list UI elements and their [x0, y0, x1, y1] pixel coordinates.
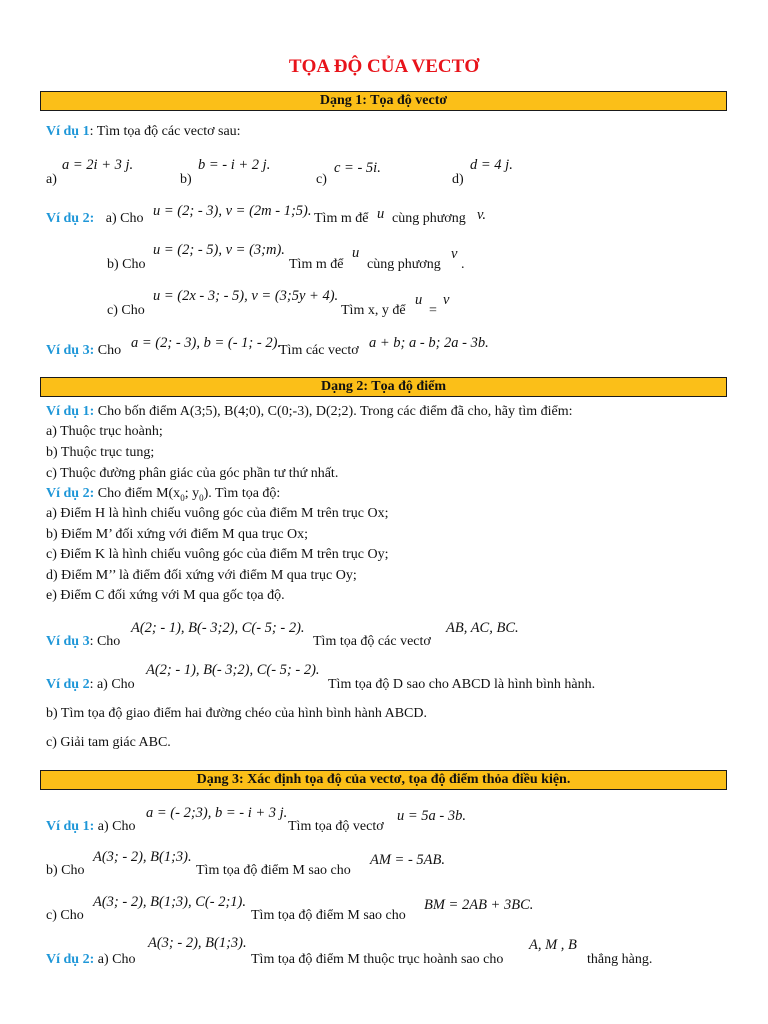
example-label: Ví dụ 3 — [46, 634, 90, 649]
page-title: TỌA ĐỘ CỦA VECTƠ — [288, 56, 480, 77]
section-header-dang-2: Dạng 2: Tọa độ điểm — [40, 377, 727, 397]
formula: A(3; - 2), B(1;3). — [93, 849, 192, 865]
text: Cho — [97, 343, 122, 358]
list-item: a) Điểm H là hình chiếu vuông góc của điểm M trên trục Ox; — [46, 506, 389, 521]
item-letter: b) — [180, 172, 192, 187]
example-text: : Tìm tọa độ các vectơ sau: — [89, 124, 241, 139]
section-header-dang-1: Dạng 1: Tọa độ vectơ — [40, 91, 727, 111]
text: Tìm m để — [314, 211, 369, 226]
formula: a = 2i + 3 j. — [62, 157, 134, 173]
formula: u — [415, 292, 423, 308]
vd2-line — [46, 952, 135, 968]
formula: v. — [477, 207, 486, 223]
formula: u = (2x - 3; - 5), v = (3;5y + 4). — [153, 288, 339, 304]
text: Cho bốn điểm A(3;5), B(4;0), C(0;-3), D(2;2). Trong các điểm đã cho, hãy tìm điểm: — [94, 404, 573, 419]
text: Tìm tọa độ vectơ — [288, 819, 384, 834]
text: ; y — [184, 486, 200, 501]
item-letter: d) — [452, 172, 464, 187]
formula: a + b; a - b; 2a - 3b. — [369, 335, 489, 351]
formula: A(3; - 2), B(1;3). — [148, 935, 247, 951]
formula: AM = - 5AB. — [370, 852, 446, 868]
formula: u — [352, 245, 360, 261]
subscript: 0 — [180, 492, 185, 503]
text: b) Cho — [107, 257, 146, 272]
text: thẳng hàng. — [587, 952, 653, 967]
formula: AB, AC, BC. — [446, 620, 519, 636]
formula: A(3; - 2), B(1;3), C(- 2;1). — [93, 894, 247, 910]
formula: u — [377, 206, 385, 222]
formula: u = (2; - 3), v = (2m - 1;5). — [153, 203, 312, 219]
example-label: Ví dụ 1: — [46, 819, 95, 834]
text: a) Cho — [97, 819, 136, 834]
example-label: Ví dụ 3: — [46, 343, 95, 358]
text: Tìm tọa độ điểm M thuộc trục hoành sao cho — [251, 952, 504, 967]
vd2-line — [46, 486, 280, 503]
text: a) Cho — [97, 952, 136, 967]
formula: BM = 2AB + 3BC. — [424, 897, 534, 913]
text: : a) Cho — [89, 677, 135, 692]
example-label: Ví dụ 2: — [46, 486, 95, 501]
text: Tìm tọa độ D sao cho ABCD là hình bình hành. — [328, 677, 596, 692]
text: Tìm tọa độ các vectơ — [313, 634, 431, 649]
text: . — [461, 257, 465, 272]
formula: A(2; - 1), B(- 3;2), C(- 5; - 2). — [131, 620, 305, 636]
list-item: a) Thuộc trục hoành; — [46, 424, 163, 439]
item-letter: c) — [316, 172, 327, 187]
text: Tìm tọa độ điểm M sao cho — [251, 908, 406, 923]
text: ). Tìm tọa độ: — [203, 486, 281, 501]
text: Cho điểm M(x — [94, 486, 181, 501]
list-item: d) Điểm M’’ là điểm đối xứng với điểm M qua trục Oy; — [46, 568, 357, 583]
text: : Cho — [89, 634, 121, 649]
vd1-line — [46, 124, 241, 140]
example-label: Ví dụ 1 — [46, 124, 90, 139]
formula: a = (- 2;3), b = - i + 3 j. — [146, 805, 288, 821]
list-item: e) Điểm C đối xứng với M qua gốc tọa độ. — [46, 588, 285, 603]
text: Tìm các vectơ — [279, 343, 359, 358]
formula: d = 4 j. — [470, 157, 513, 173]
formula: A(2; - 1), B(- 3;2), C(- 5; - 2). — [146, 662, 320, 678]
formula: v — [451, 246, 458, 262]
list-item: b) Điểm M’ đối xứng với điểm M qua trục Ox; — [46, 527, 309, 542]
formula: c = - 5i. — [334, 160, 381, 176]
formula: b = - i + 2 j. — [198, 157, 271, 173]
example-label: Ví dụ 2 — [46, 677, 90, 692]
item-letter: a) — [46, 172, 57, 187]
text: c) Cho — [46, 908, 84, 923]
text: c) Cho — [107, 303, 145, 318]
text: Tìm x, y để — [341, 303, 406, 318]
formula: u = 5a - 3b. — [397, 808, 466, 824]
list-item: c) Điểm K là hình chiếu vuông góc của điểm M trên trục Oy; — [46, 547, 389, 562]
text: = — [429, 303, 437, 318]
formula: u = (2; - 5), v = (3;m). — [153, 242, 285, 258]
vd2-line-a — [46, 211, 143, 227]
section-header-dang-3: Dạng 3: Xác định tọa độ của vectơ, tọa độ điểm thỏa điều kiện. — [40, 770, 727, 790]
text: a) Cho — [105, 211, 144, 226]
subscript: 0 — [199, 492, 204, 503]
vd1-line — [46, 404, 573, 420]
text: b) Cho — [46, 863, 85, 878]
vd1-line — [46, 819, 135, 835]
formula: v — [443, 292, 450, 308]
example-label: Ví dụ 2: — [46, 211, 95, 226]
list-item: b) Thuộc trục tung; — [46, 445, 155, 460]
vd3-line — [46, 634, 120, 650]
list-item: b) Tìm tọa độ giao điểm hai đường chéo của hình bình hành ABCD. — [46, 706, 428, 721]
text: Tìm tọa độ điểm M sao cho — [196, 863, 351, 878]
vd4-line — [46, 677, 135, 693]
text: cùng phương — [367, 257, 441, 272]
list-item: c) Giải tam giác ABC. — [46, 735, 171, 750]
formula: A, M , B — [529, 937, 577, 953]
example-label: Ví dụ 2: — [46, 952, 95, 967]
formula: a = (2; - 3), b = (- 1; - 2). — [131, 335, 282, 351]
text: Tìm m để — [289, 257, 344, 272]
vd3-line — [46, 343, 121, 359]
example-label: Ví dụ 1: — [46, 404, 95, 419]
list-item: c) Thuộc đường phân giác của góc phần tư thứ nhất. — [46, 466, 339, 481]
text: cùng phương — [392, 211, 466, 226]
